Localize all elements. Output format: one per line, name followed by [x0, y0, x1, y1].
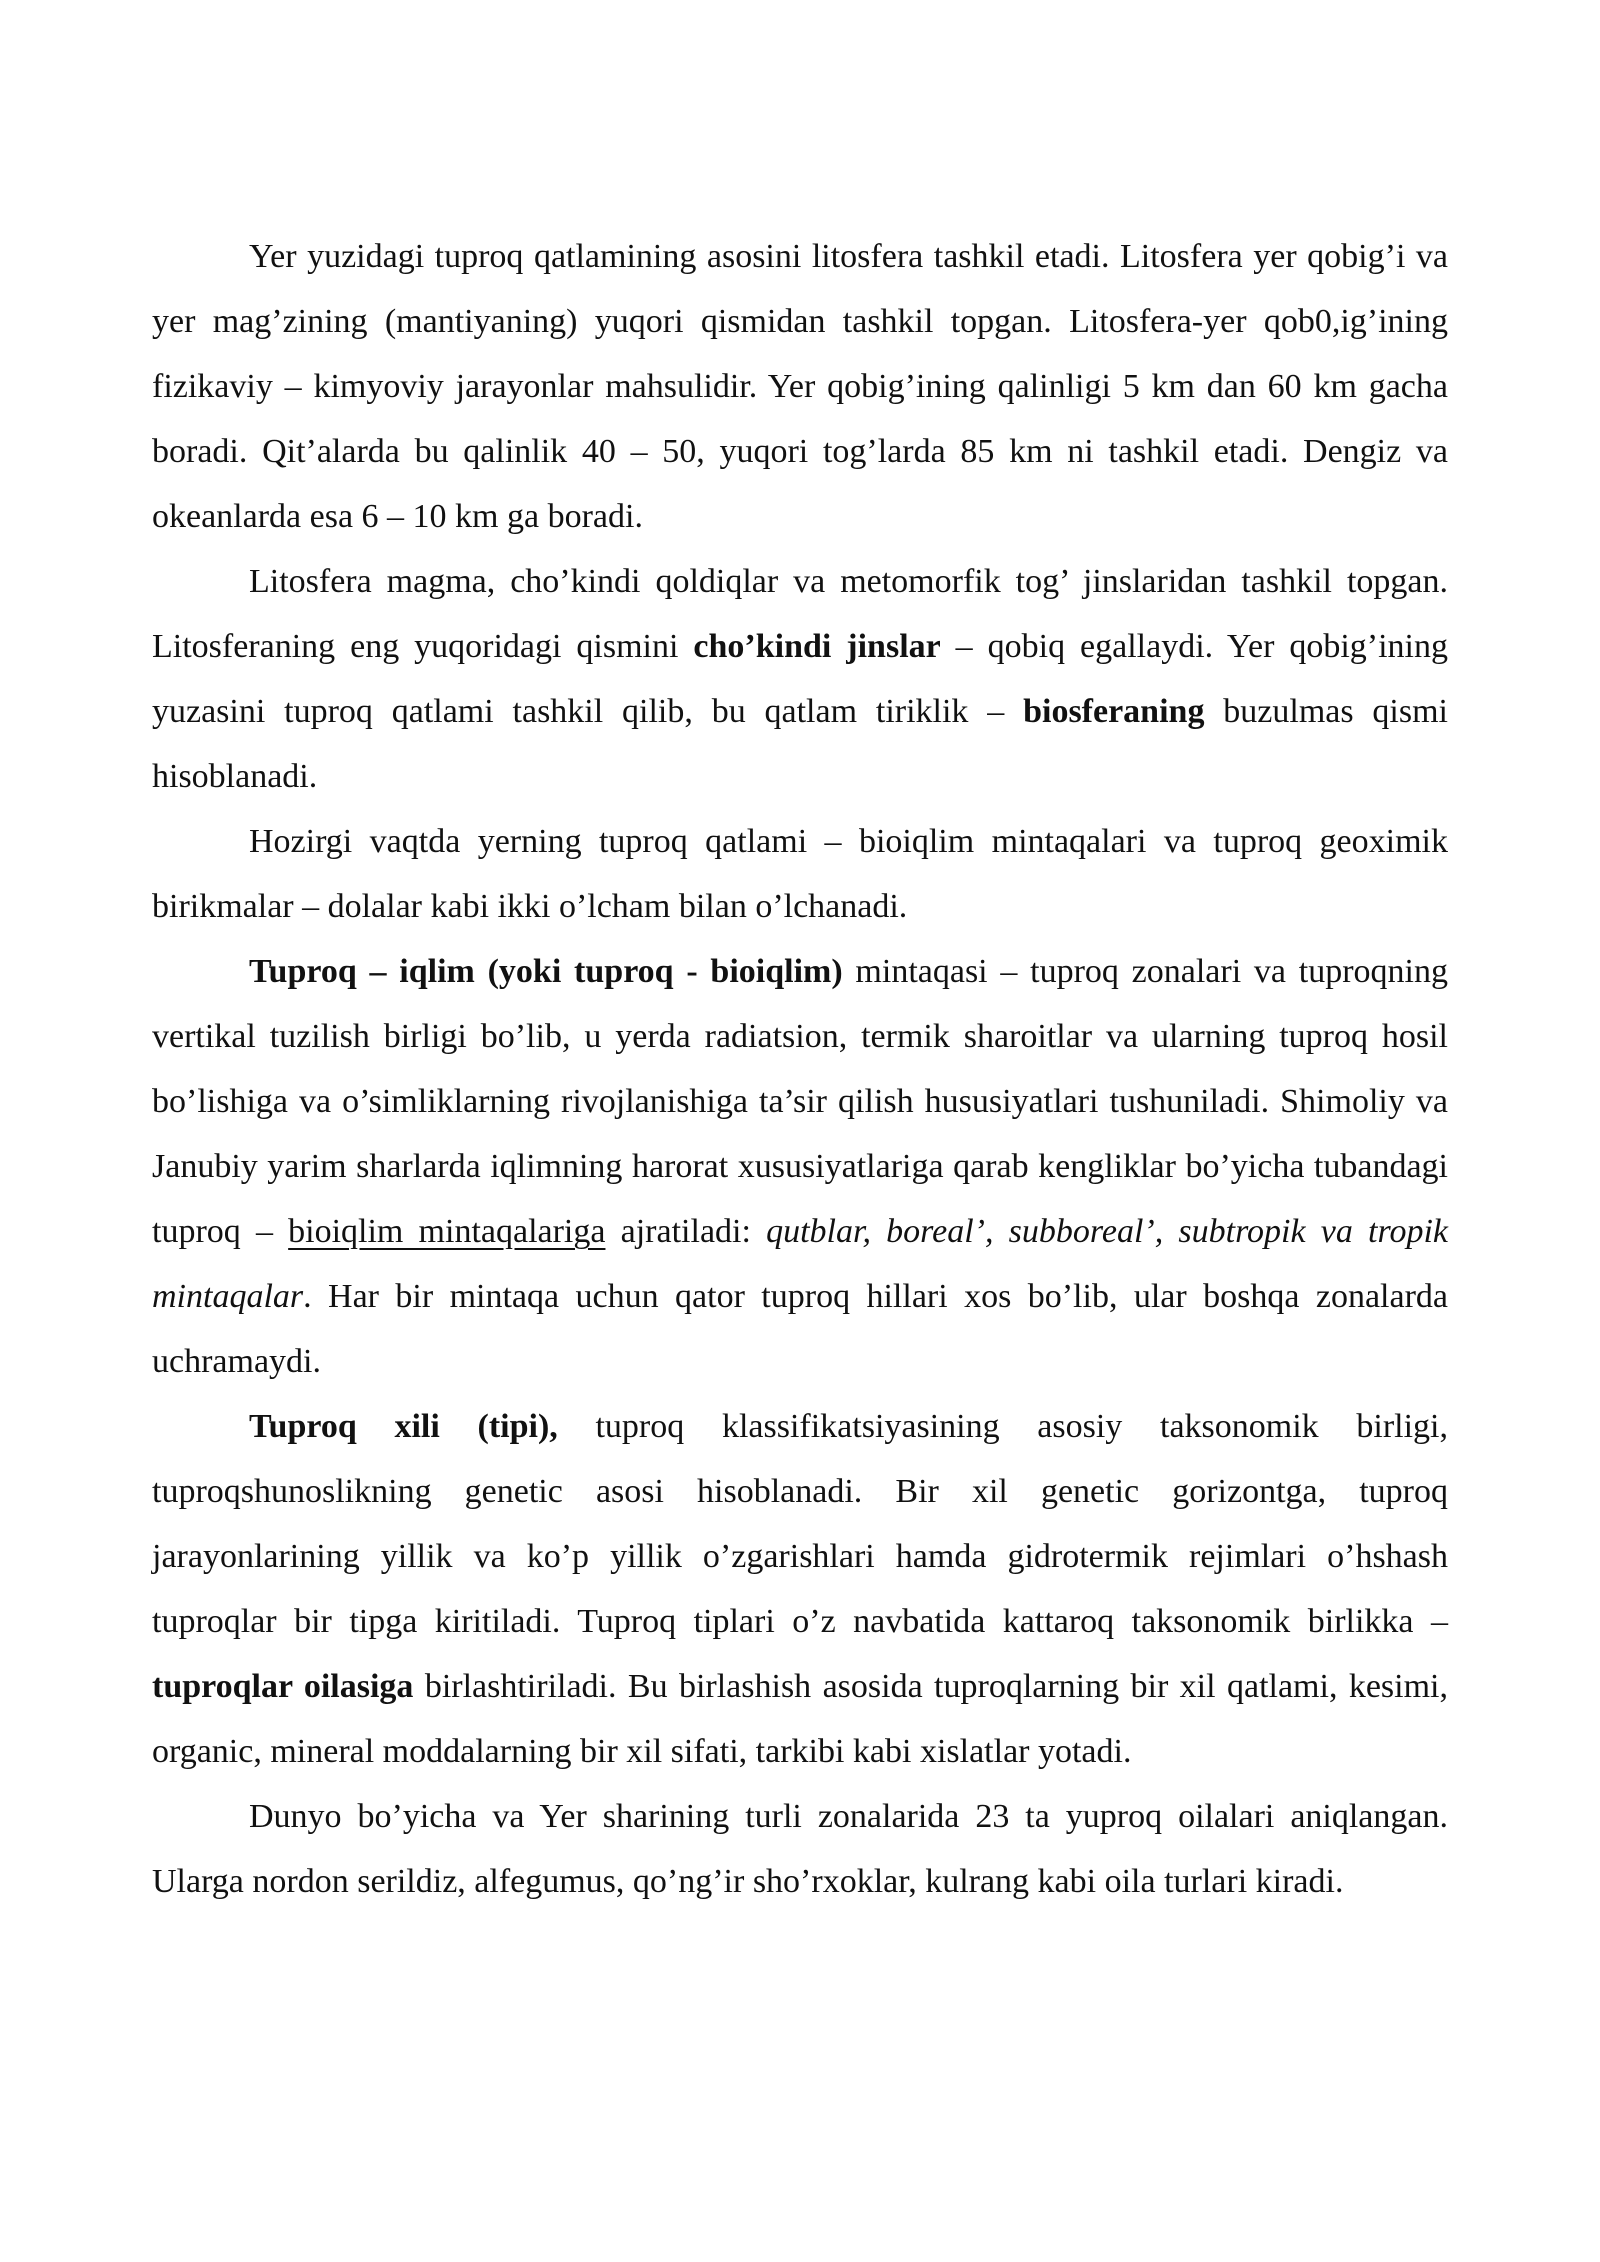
bold-term-tuproq-iqlim: Tuproq – iqlim (yoki tuproq - bioiqlim)	[249, 953, 843, 990]
paragraph-text: buzulmas qismi hisoblanadi.	[152, 693, 1448, 795]
bold-term-biosferaning: biosferaning	[1023, 693, 1205, 730]
paragraph-text: . Har bir mintaqa uchun qator tuproq hillari xos bo’lib, ular boshqa zonalarda uchramaydi.	[152, 1278, 1448, 1380]
paragraph-soil-type	[152, 1394, 1448, 1784]
paragraph-bioclimate	[152, 939, 1448, 1394]
paragraph-text: mintaqasi – tuproq zonalari va tuproqning vertikal tuzilish birligi bo’lib, u yerda radiatsion, termik sharoitlar va ularning tuproq hosil bo’lishiga va o’simliklarning rivojlanishiga ta’sir qilish hususiyatlari tushuniladi. Shimoliy va Janubiy yarim sharlarda iqlimning harorat xususiyatlariga qarab kengliklar bo’yicha tubandagi tuproq –	[152, 953, 1448, 1250]
paragraph-text: – qobiq egallaydi. Yer qobig’ining yuzasini tuproq qatlami tashkil qilib, bu qatlam tiriklik –	[152, 628, 1449, 730]
paragraph-text: Hozirgi vaqtda yerning tuproq qatlami – bioiqlim mintaqalari va tuproq geoximik birikmalar – dolalar kabi ikki o’lcham bilan o’lchanadi.	[152, 823, 1448, 925]
paragraph-soil-families	[152, 1784, 1448, 1914]
italic-zone-list: qutblar, boreal’, subboreal’, subtropik va tropik mintaqalar	[152, 1213, 1448, 1315]
paragraph-lithosphere	[152, 224, 1448, 549]
paragraph-sedimentary	[152, 549, 1448, 809]
paragraph-text: tuproq klassifikatsiyasining asosiy taksonomik birligi, tuproqshunoslikning genetic asosi hisoblanadi. Bir xil genetic gorizontga, tuproq jarayonlarining yillik va ko’p yillik o’zgarishlari hamda gidrotermik rejimlari o’hshash tuproqlar bir tipga kiritiladi. Tuproq tiplari o’z navbatida kattaroq taksonomik birlikka –	[152, 1408, 1448, 1640]
bold-term-tuproq-xili: Tuproq xili (tipi),	[249, 1408, 558, 1445]
paragraph-text: Litosfera magma, cho’kindi qoldiqlar va metomorfik tog’ jinslaridan tashkil topgan. Litosferaning eng yuqoridagi qismini	[152, 563, 1448, 665]
document-page	[152, 224, 1448, 1914]
paragraph-text: Dunyo bo’yicha va Yer sharining turli zonalarida 23 ta yuproq oilalari aniqlangan. Ularga nordon serildiz, alfegumus, qo’ng’ir sho’rxoklar, kulrang kabi oila turlari kiradi.	[152, 1798, 1448, 1900]
paragraph-text: Yer yuzidagi tuproq qatlamining asosini litosfera tashkil etadi. Litosfera yer qobig’i va yer mag’zining (mantiyaning) yuqori qismidan tashkil topgan. Litosfera-yer qob0,ig’ining fizikaviy – kimyoviy jarayonlar mahsulidir. Yer qobig’ining qalinligi 5 km dan 60 km gacha boradi. Qit’alarda bu qalinlik 40 – 50, yuqori tog’larda 85 km ni tashkil etadi. Dengiz va okeanlarda esa 6 – 10 km ga boradi.	[152, 238, 1448, 535]
paragraph-text: birlashtiriladi. Bu birlashish asosida tuproqlarning bir xil qatlami, kesimi, organic, mineral moddalarning bir xil sifati, tarkibi kabi xislatlar yotadi.	[152, 1668, 1448, 1770]
bold-term-chokindi-jinslar: cho’kindi jinslar	[693, 628, 941, 665]
paragraph-text: ajratiladi:	[605, 1213, 767, 1250]
bold-term-tuproqlar-oilasiga: tuproqlar oilasiga	[152, 1668, 414, 1705]
paragraph-present-time	[152, 809, 1448, 939]
underlined-term-bioiqlim: bioiqlim mintaqalariga	[288, 1213, 606, 1250]
